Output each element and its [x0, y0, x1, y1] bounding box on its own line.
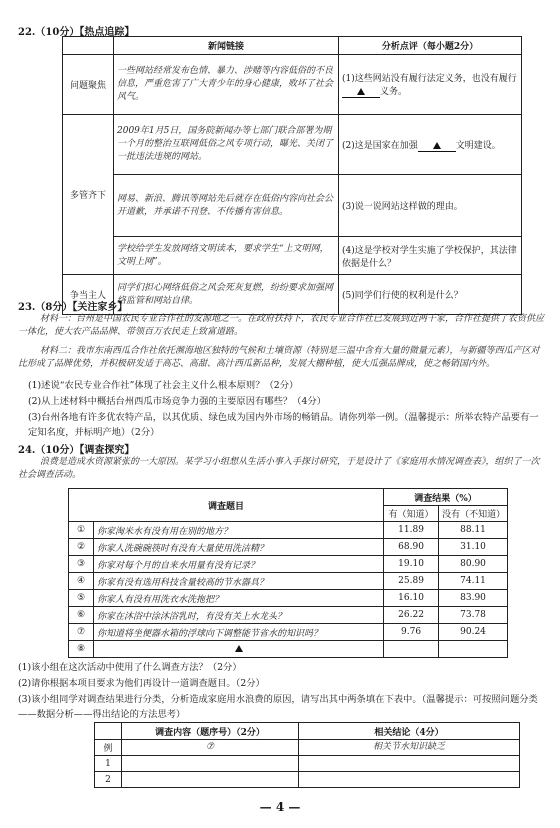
analysis-2	[339, 115, 522, 175]
row-2-content[interactable]	[122, 772, 299, 788]
col-news: 新闻链接	[114, 37, 339, 55]
q22-header: 22.（10分）【热点追踪】	[18, 27, 135, 38]
cat-problem: 问题聚焦	[63, 55, 114, 115]
col-yes: 有（知道）	[384, 506, 439, 522]
survey-row-question: 你家淘米水有没有用在别的地方？	[94, 522, 384, 539]
news-2: 2009年1月5日，国务院新闻办等七部门联合部署为期一个月的整治互联网低俗之风专项行动，曝光、关闭了一批违法违规的网站。	[114, 115, 339, 175]
survey-row-number: ②	[69, 539, 94, 556]
survey-row-yes: 11.89	[384, 522, 439, 539]
col-conclusion: 相关结论（4分）	[299, 723, 520, 740]
col-analysis: 分析点评（每小题2分）	[339, 37, 522, 55]
row-2-label: 2	[95, 772, 122, 788]
analysis-1-end: 义务。	[380, 87, 408, 97]
cat-multi: 多管齐下	[63, 115, 114, 275]
survey-row-question: 你知道将坐便器水箱的浮球向下调整能节省水的知识吗？	[94, 624, 384, 641]
analysis-2-text: (2)这是国家在加强	[342, 140, 418, 151]
survey-row-question	[94, 641, 384, 658]
survey-row-no: 90.24	[439, 624, 508, 641]
survey-row-question: 你家对每个月的自来水用量有没有记录？	[94, 556, 384, 573]
survey-row-number: ④	[69, 573, 94, 590]
survey-row-no	[439, 641, 508, 658]
survey-row-no: 88.11	[439, 522, 508, 539]
answer-table	[94, 722, 520, 788]
q23-header: 23.（8分）【关注家乡】	[18, 302, 128, 313]
survey-row-yes: 25.89	[384, 573, 439, 590]
q24-sub-2: (2)请你根据本项目要求为他们再设计一道调查题目。（2分）	[18, 678, 265, 689]
page-number: — 4 —	[259, 800, 301, 814]
survey-row	[69, 590, 508, 607]
survey-row	[69, 539, 508, 556]
analysis-5: (5)同学们行使的权利是什么？	[339, 275, 522, 315]
survey-row-yes: 9.76	[384, 624, 439, 641]
survey-row-yes: 16.10	[384, 590, 439, 607]
row-1-label: 1	[95, 756, 122, 772]
survey-row	[69, 607, 508, 624]
row-1-conclusion[interactable]	[299, 756, 520, 772]
row-example-label: 例	[95, 740, 122, 756]
q23-material-2: 材料二：我市东南西瓜合作社依托濒海地区独特的气候和土壤资源（特别是三温中含有大量的微量元素），与新疆等西瓜产区对比形成了品牌优势，并积极研发适于高芯、高甜、高汁西瓜新品种，发展大棚种植，使大瓜强品牌成，使之畅销国内外。	[18, 346, 540, 369]
q24-sub-1: (1)该小组在这次活动中使用了什么调查方法？（2分）	[18, 662, 242, 673]
q23-material-1: 材料一：台州是中国农民专业合作社的发源地之一。在政府扶持下，农民专业合作社已发展到近两千家，合作社提供了农资供应一体化，使大农产品品牌、带领百万农民走上致富道路。	[18, 314, 545, 337]
triangle-icon	[433, 142, 441, 149]
col-topic: 调查题目	[69, 489, 384, 522]
survey-row	[69, 573, 508, 590]
col-content: 调查内容（题序号）（2分）	[122, 723, 299, 740]
row-2-conclusion[interactable]	[299, 772, 520, 788]
news-4: 学校给学生发放网络文明读本，要求学生“上文明网，文明上网”。	[114, 237, 339, 275]
q23-sub-3: (3)台州各地有许多优农特产品，以其优质、绿色成为国内外市场的畅销品。请你列举一例。（温馨提示：所举农特产品要有一定知名度，并标明产地）（2分）	[28, 412, 539, 438]
col-result: 调查结果（%）	[384, 489, 508, 506]
analysis-3: (3)说一说网站这样做的理由。	[339, 175, 522, 237]
survey-row-yes	[384, 641, 439, 658]
survey-row-no: 73.78	[439, 607, 508, 624]
analysis-2-end: 文明建设。	[455, 140, 501, 151]
survey-row-question: 你家人有没有用洗衣水洗拖把？	[94, 590, 384, 607]
survey-row-question: 你家在沐浴中涂沐浴乳时，有没有关上水龙头？	[94, 607, 384, 624]
q22-table	[62, 36, 522, 315]
answer-blank	[342, 87, 380, 98]
triangle-icon	[357, 88, 365, 95]
survey-row-no: 74.11	[439, 573, 508, 590]
survey-row-number: ⑤	[69, 590, 94, 607]
survey-row-number: ③	[69, 556, 94, 573]
triangle-icon	[235, 645, 243, 652]
survey-row-yes: 19.10	[384, 556, 439, 573]
survey-row	[69, 624, 508, 641]
survey-row-yes: 26.22	[384, 607, 439, 624]
survey-row-number: ⑧	[69, 641, 94, 658]
q24-header: 24.（10分）【调查探究】	[18, 445, 135, 456]
survey-row-question: 你家人洗碗碗筷时有没有大量使用洗洁精？	[94, 539, 384, 556]
survey-row-no: 83.90	[439, 590, 508, 607]
q23-sub-2: (2)从上述材料中概括台州西瓜市场竞争力强的主要原因有哪些？（4分）	[28, 396, 326, 407]
row-1-content[interactable]	[122, 756, 299, 772]
news-3: 网易、新浪、腾讯等网站先后就存在低俗内容向社会公开道歉，并承诺不刊登、不传播有害信息。	[114, 175, 339, 237]
answer-blank	[418, 141, 456, 152]
analysis-1	[339, 55, 522, 115]
col-no: 没有（不知道）	[439, 506, 508, 522]
analysis-1-text: (1)这些网站没有履行法定义务，也没有履行	[342, 74, 517, 84]
survey-row-number: ⑦	[69, 624, 94, 641]
q24-sub-3: (3)该小组同学对调查结果进行分类，分析造成家庭用水浪费的原因，请写出其中两条填在下表中。（温馨提示：可按照问题分类——数据分析——得出结论的方法思考）	[18, 694, 538, 720]
q24-intro: 浪费是造成水资源紧张的一大原因。某学习小组想从生活小事入手探讨研究，于是设计了《家庭用水情况调查表》，组织了一次社会调查活动。	[18, 457, 540, 480]
news-5: 同学们担心网络低俗之风会死灰复燃，纷纷要求加强网络监管和网站自律。	[114, 275, 339, 315]
row-example-conclusion: 相关节水知识缺乏	[299, 740, 520, 756]
survey-row	[69, 556, 508, 573]
news-1: 一些网站经常发布色情、暴力、涉赌等内容低俗的不良信息，严重危害了广大青少年的身心健康，败坏了社会风气。	[114, 55, 339, 115]
survey-row	[69, 641, 508, 658]
q23-sub-1: (1)述说“农民专业合作社”体现了社会主义什么根本原则？（2分）	[28, 380, 299, 391]
survey-row-yes: 68.90	[384, 539, 439, 556]
survey-row-question: 你家有没有选用科技含量较高的节水器具？	[94, 573, 384, 590]
survey-row-number: ①	[69, 522, 94, 539]
analysis-4: (4)这是学校对学生实施了学校保护，其法律依据是什么？	[339, 237, 522, 275]
survey-row-number: ⑥	[69, 607, 94, 624]
survey-row-no: 31.10	[439, 539, 508, 556]
survey-row-no: 80.90	[439, 556, 508, 573]
cat-master: 争当主人	[63, 275, 114, 315]
row-example-content: ⑦	[122, 740, 299, 756]
survey-table	[68, 488, 508, 658]
survey-row	[69, 522, 508, 539]
